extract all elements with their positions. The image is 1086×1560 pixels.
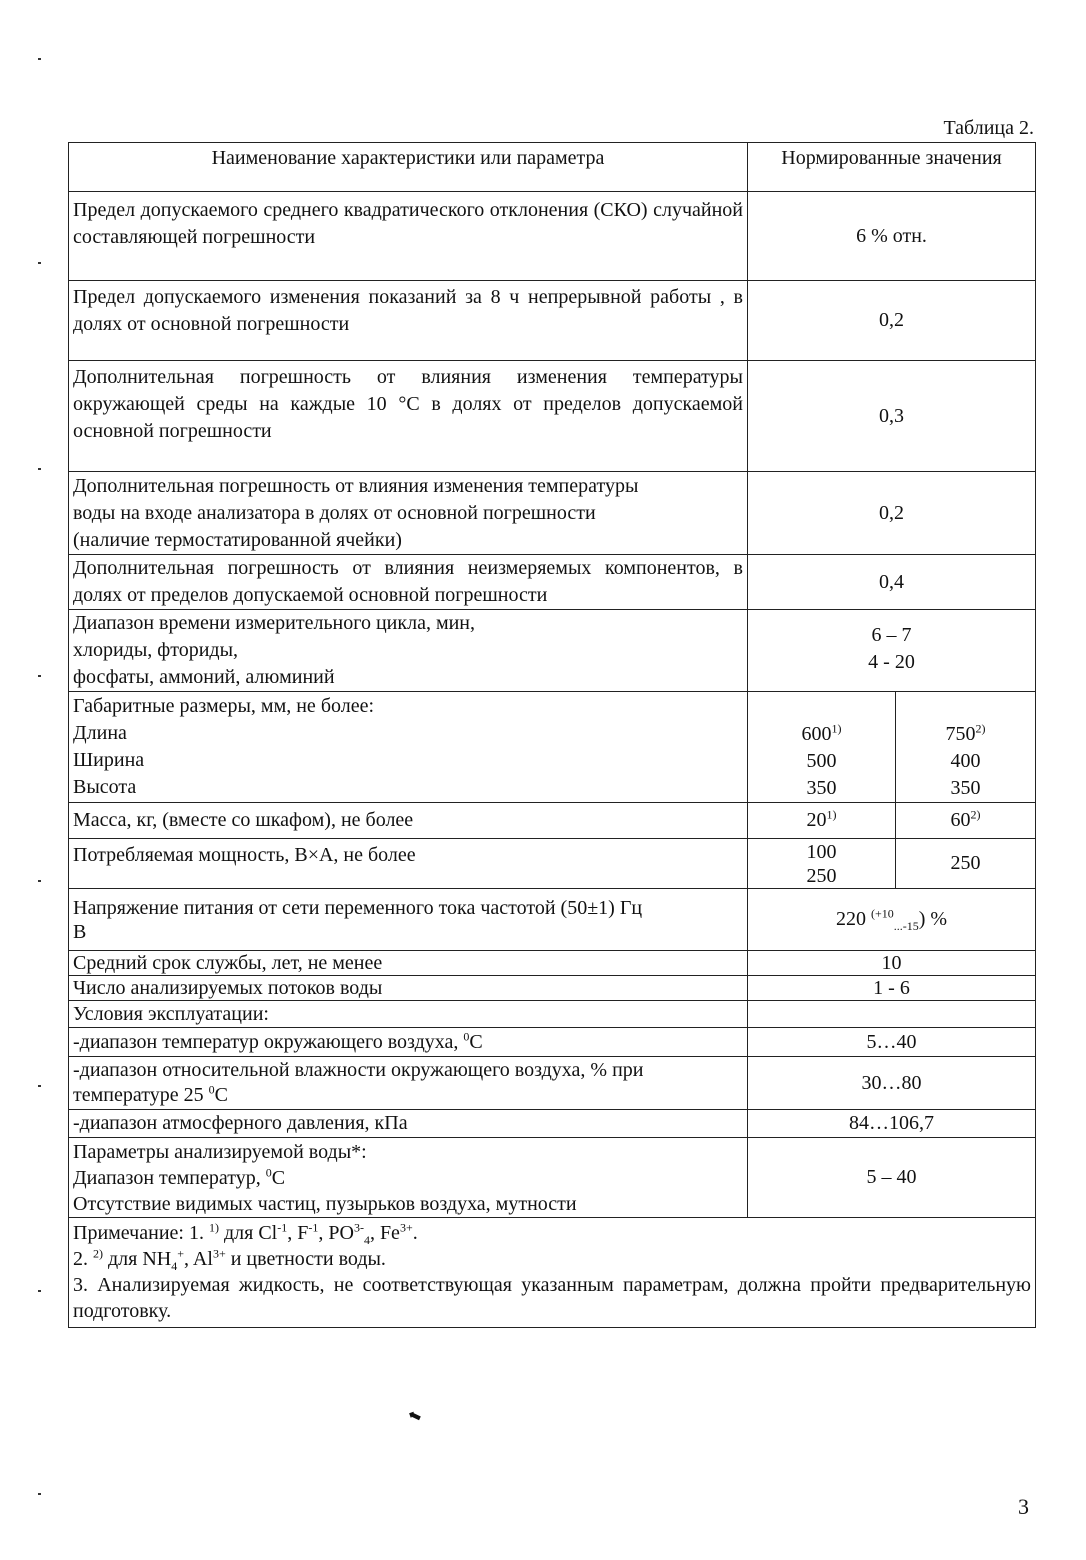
note-2: 2. $^{2)}$ для $NH_4^+$, $Al^{3+}$ и цветности воды.	[73, 1246, 386, 1273]
scan-speck-icon	[38, 675, 41, 677]
table-row	[69, 692, 1036, 803]
table-row	[69, 361, 1036, 472]
row-name: Дополнительная погрешность от влияния изменения температуры воды на входе анализатора в долях от основной погрешности (наличие термостатированной ячейки)	[69, 472, 748, 555]
row-name: Масса, кг, (вместе со шкафом), не более	[69, 803, 748, 839]
notes-row	[69, 1218, 1036, 1328]
scan-speck-icon	[38, 1290, 41, 1292]
row-name: Дополнительная погрешность от влияния неизмеряемых компонентов, в долях от пределов допускаемой основной погрешности	[69, 555, 748, 610]
row-name: Средний срок службы, лет, не менее	[69, 951, 748, 976]
table-row	[69, 889, 1036, 951]
row-value: 6 % отн.	[748, 192, 1036, 281]
row-value: 0,2	[748, 281, 1036, 361]
note-1: Примечание: 1. $^{1)}$ для $Cl^{-1}$, $F^{-1}$, $PO^{3-}_4$, $Fe^{3+}$.	[73, 1220, 418, 1247]
row-name: Напряжение питания от сети переменного тока частотой (50±1) Гц В	[69, 889, 748, 951]
scan-speck-icon	[38, 468, 41, 470]
row-value: 0,4	[748, 555, 1036, 610]
table-row	[69, 1057, 1036, 1110]
row-value: 6 – 7 4 - 20	[748, 610, 1036, 692]
row-name: -диапазон атмосферного давления, кПа	[69, 1110, 748, 1138]
table-row	[69, 1110, 1036, 1138]
row-name: Диапазон времени измерительного цикла, мин, хлориды, фториды, фосфаты, аммоний, алюминий	[69, 610, 748, 692]
table-row	[69, 281, 1036, 361]
row-name: Габаритные размеры, мм, не более: Длина Ширина Высота	[69, 692, 748, 803]
dimensions-col2: 750$^{2)}$ 400 350	[896, 692, 1036, 803]
header-value: Нормированные значения	[748, 143, 1036, 192]
row-value: 5…40	[748, 1028, 1036, 1057]
power-col1: 100 250	[748, 839, 896, 889]
notes	[69, 1218, 1036, 1328]
dimensions-col1: 600$^{1)}$ 500 350	[748, 692, 896, 803]
scan-speck-icon	[38, 262, 41, 264]
table-row	[69, 610, 1036, 692]
table-row	[69, 976, 1036, 1001]
row-value: 84…106,7	[748, 1110, 1036, 1138]
table-row	[69, 1001, 1036, 1028]
power-col2: 250	[896, 839, 1036, 889]
table-row	[69, 803, 1036, 839]
row-value: 10	[748, 951, 1036, 976]
table-header-row	[69, 143, 1036, 192]
row-name: Дополнительная погрешность от влияния изменения температуры окружающей среды на каждые 10 °С в долях от пределов допускаемой основной погрешности	[69, 361, 748, 472]
row-value: 0,3	[748, 361, 1036, 472]
row-value: 220 $^{(+10}_{...-15}$) %	[748, 889, 1036, 951]
table-row	[69, 951, 1036, 976]
row-value: 1 - 6	[748, 976, 1036, 1001]
scan-speck-icon	[38, 1085, 41, 1087]
row-value	[748, 1001, 1036, 1028]
row-name: Условия эксплуатации:	[69, 1001, 748, 1028]
mass-col2: 60$^{2)}$	[896, 803, 1036, 839]
row-value: 5 – 40	[748, 1138, 1036, 1218]
scan-speck-icon	[38, 58, 41, 60]
header-name: Наименование характеристики или параметра	[69, 143, 748, 192]
table-row	[69, 472, 1036, 555]
row-name: Число анализируемых потоков воды	[69, 976, 748, 1001]
table-row	[69, 839, 1036, 889]
table-row	[69, 192, 1036, 281]
scan-speck-icon	[38, 1493, 41, 1495]
scan-speck-icon	[38, 880, 41, 882]
stray-mark-icon: ⬉	[405, 1406, 425, 1427]
page-number: 3	[1018, 1494, 1029, 1519]
row-name: Предел допускаемого изменения показаний за 8 ч непрерывной работы , в долях от основной погрешности	[69, 281, 748, 361]
table-row	[69, 555, 1036, 610]
mass-col1: 20$^{1)}$	[748, 803, 896, 839]
row-value: 0,2	[748, 472, 1036, 555]
row-name: Потребляемая мощность, В×А, не более	[69, 839, 748, 889]
row-name: -диапазон температур окружающего воздуха, $^0$С	[69, 1028, 748, 1057]
row-name: Предел допускаемого среднего квадратического отклонения (СКО) случайной составляющей погрешности	[69, 192, 748, 281]
table-row	[69, 1028, 1036, 1057]
row-name: Параметры анализируемой воды*: Диапазон температур, $^0$С Отсутствие видимых частиц, пузырьков воздуха, мутности	[69, 1138, 748, 1218]
table-row	[69, 1138, 1036, 1218]
table-caption: Таблица 2.	[943, 117, 1034, 139]
note-3: 3. Анализируемая жидкость, не соответствующая указанным параметрам, должна пройти предварительную подготовку.	[73, 1274, 1031, 1322]
row-name: -диапазон относительной влажности окружающего воздуха, % при температуре 25 $^0$С	[69, 1057, 748, 1110]
spec-table	[68, 142, 1036, 1328]
row-value: 30…80	[748, 1057, 1036, 1110]
